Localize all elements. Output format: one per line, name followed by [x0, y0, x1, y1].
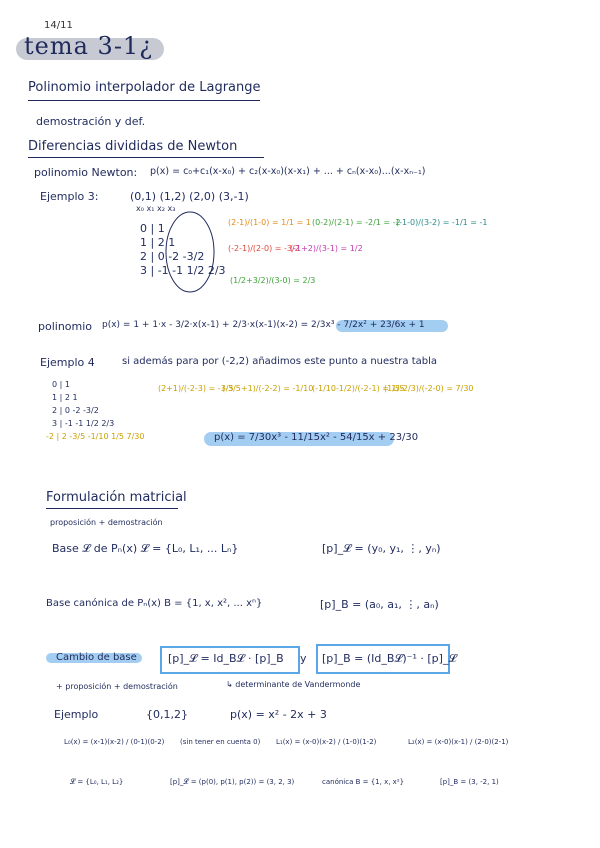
coord-lagrange: [p]_𝓛 = (y₀, y₁, ⋮, yₙ) [322, 542, 441, 555]
polynomial-label: polinomio [38, 320, 93, 333]
dd-pink: (-1+2)/(3-1) = 1/2 [290, 244, 363, 253]
matrix-note: proposición + demostración [50, 518, 163, 527]
polynomial-expression: p(x) = 1 + 1·x - 3/2·x(x-1) + 2/3·x(x-1)(x-2) = 2/3x³ - 7/2x² + 23/6x + 1 [102, 320, 425, 330]
matrix-underline [46, 508, 178, 509]
example-L1: L₁(x) = (x-0)(x-2) / (1-0)(1-2) [276, 738, 377, 746]
example3-row: 0 | 1 [140, 222, 165, 235]
example4-row: 2 | 0 -2 -3/2 [52, 406, 99, 415]
ex4-dd2: (-3/5+1)/(-2-2) = -1/10 [222, 384, 314, 393]
base-lagrange: Base 𝓛 de Pₙ(x) 𝓛 = {L₀, L₁, ... Lₙ} [52, 542, 239, 555]
base-canonical: Base canónica de Pₙ(x) B = {1, x, x², ... xⁿ} [46, 598, 263, 609]
lagrange-heading: Polinomio interpolador de Lagrange [28, 80, 261, 95]
example-coord-B: [p]_B = (3, -2, 1) [440, 778, 499, 786]
page-title: tema 3-1¿ [24, 32, 154, 60]
example3-row: 2 | 0 -2 -3/2 [140, 250, 205, 263]
newton-formula-label: polinomio Newton: [34, 166, 138, 179]
ex4-dd1: (2+1)/(-2-3) = -3/5 [158, 384, 234, 393]
dd-red: (-2-1)/(2-0) = -3/2 [228, 244, 300, 253]
example4-label: Ejemplo 4 [40, 356, 95, 369]
newton-formula: p(x) = c₀+c₁(x-x₀) + c₂(x-x₀)(x-x₁) + ... + cₙ(x-x₀)...(x-xₙ₋₁) [150, 166, 426, 177]
example3-subscripts: x₀ x₁ x₂ x₃ [136, 204, 176, 213]
lagrange-note: demostración y def. [36, 115, 146, 128]
example-coord-L: [p]_𝓛 = (p(0), p(1), p(2)) = (3, 2, 3) [170, 778, 295, 786]
change-label: Cambio de base [56, 652, 137, 663]
change-and: y [300, 652, 307, 665]
example4-result: p(x) = 7/30x³ - 11/15x² - 54/15x + 23/30 [214, 432, 419, 443]
example-nodes: {0,1,2} [146, 708, 188, 721]
page-number: 14/11 [44, 20, 73, 31]
dd-green2: (1/2+3/2)/(3-0) = 2/3 [230, 276, 316, 285]
dd-orange: (2-1)/(1-0) = 1/1 = 1 [228, 218, 311, 227]
example4-row: 0 | 1 [52, 380, 70, 389]
coord-canonical: [p]_B = (a₀, a₁, ⋮, aₙ) [320, 598, 439, 611]
example-basis: 𝓛 = {L₀, L₁, L₂} [70, 778, 124, 786]
example4-row: 3 | -1 -1 1/2 2/3 [52, 419, 115, 428]
matrix-heading: Formulación matricial [46, 490, 187, 505]
example3-row: 1 | 2 1 [140, 236, 176, 249]
example4-row: -2 | 2 -3/5 -1/10 1/5 7/30 [46, 432, 145, 441]
example-label: Ejemplo [54, 708, 99, 721]
ex4-dd3: (-1/10-1/2)/(-2-1) = 1/5 [312, 384, 405, 393]
change-eq1: [p]_𝓛 = Id_B𝓛 · [p]_B [168, 652, 284, 665]
vandermonde-note: ↳ determinante de Vandermonde [226, 680, 361, 689]
dd-green: (0-2)/(2-1) = -2/1 = -2 [312, 218, 401, 227]
dd-teal: (-1-0)/(3-2) = -1/1 = -1 [396, 218, 488, 227]
example4-text: si además para por (-2,2) añadimos este punto a nuestra tabla [122, 356, 438, 367]
example-L0: L₀(x) = (x-1)(x-2) / (0-1)(0-2) [64, 738, 165, 746]
example-poly: p(x) = x² - 2x + 3 [230, 708, 327, 721]
table-circle [166, 212, 214, 292]
example-L0-note: (sin tener en cuenta 0) [180, 738, 261, 746]
example3-points: (0,1) (1,2) (2,0) (3,-1) [130, 190, 249, 203]
example3-row: 3 | -1 -1 1/2 2/3 [140, 264, 226, 277]
change-eq2: [p]_B = (Id_B𝓛)⁻¹ · [p]_𝓛 [322, 652, 457, 665]
example3-label: Ejemplo 3: [40, 190, 99, 203]
newton-heading: Diferencias divididas de Newton [28, 139, 238, 154]
example4-row: 1 | 2 1 [52, 393, 78, 402]
ex4-dd4: (1/5-2/3)/(-2-0) = 7/30 [384, 384, 474, 393]
example-L2: L₂(x) = (x-0)(x-1) / (2-0)(2-1) [408, 738, 509, 746]
matrix-note2: + proposición + demostración [56, 682, 178, 691]
example-canonical: canónica B = {1, x, x²} [322, 778, 405, 786]
